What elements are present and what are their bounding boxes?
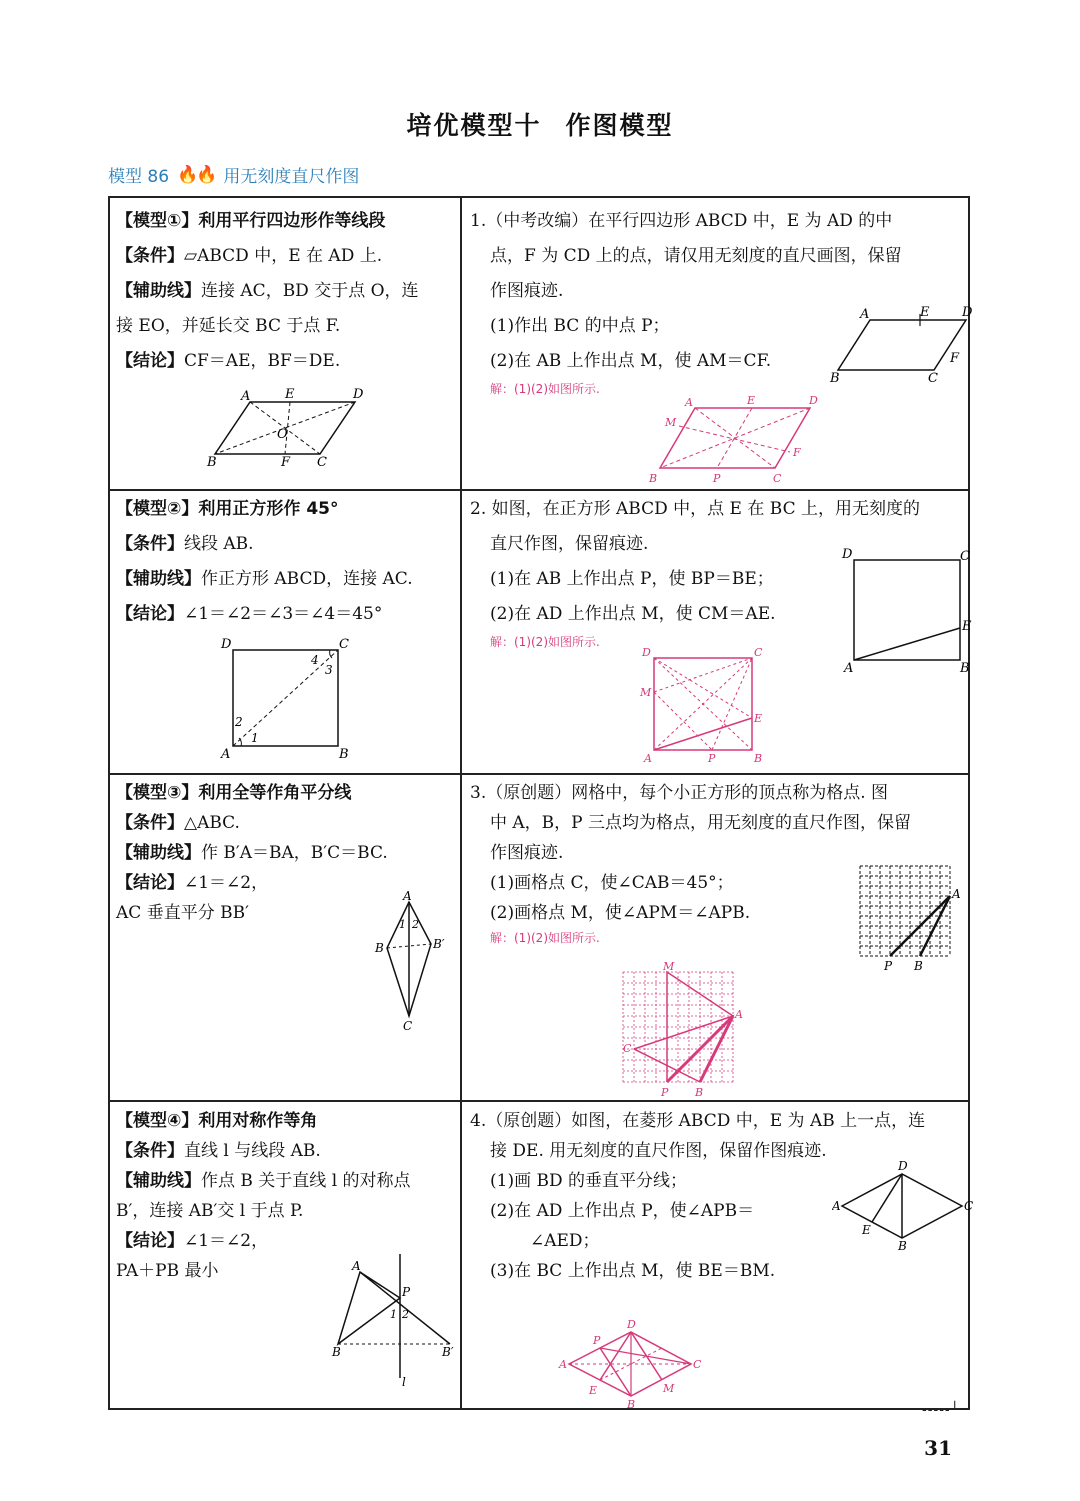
fig1q-label-B: B: [830, 371, 840, 384]
figure-model-4: [328, 1248, 463, 1393]
problem-line: (3)在 BC 上作出点 M，使 BE＝BM.: [490, 1261, 776, 1281]
model-line: PA＋PB 最小: [116, 1261, 219, 1281]
fig3-label-B: B: [375, 941, 384, 955]
page-title: [0, 106, 1080, 142]
fig1s-label-D: D: [809, 394, 818, 407]
fig4-label-P: P: [402, 1285, 411, 1299]
fig2s-label-C: C: [754, 646, 763, 659]
fig1-label-F: F: [281, 455, 291, 466]
problem-line: 4.（原创题）如图，在菱形 ABCD 中，E 为 AB 上一点，连: [470, 1111, 926, 1131]
solution-note: 解：(1)(2)如图所示.: [490, 635, 600, 649]
fig2-label-C: C: [339, 637, 349, 652]
fig4q-label-A: A: [832, 1199, 841, 1213]
fig2-angle-4: 4: [311, 653, 319, 667]
model-line: 【辅助线】作正方形 ABCD，连接 AC.: [116, 569, 413, 589]
fig1s-label-F: F: [793, 446, 801, 459]
fig2q-label-A: A: [844, 661, 854, 676]
figure-solution-2: [638, 644, 768, 764]
fig4q-label-E: E: [862, 1223, 871, 1237]
problem-line: (1)在 AB 上作出点 P，使 BP＝BE；: [490, 569, 774, 589]
fig4q-label-B: B: [898, 1239, 907, 1253]
problem-line: 作图痕迹.: [490, 281, 564, 301]
fig1-label-E: E: [285, 387, 295, 402]
fig3q-label-P: P: [884, 959, 893, 973]
fig3s-label-A: A: [735, 1008, 743, 1021]
model-cell-2: [116, 492, 456, 632]
fig4s-label-A: A: [559, 1358, 567, 1371]
fig2-label-B: B: [339, 747, 349, 760]
model-line: 【条件】△ABC.: [116, 813, 240, 833]
problem-line: 3.（原创题）网格中，每个小正方形的顶点称为格点. 图: [470, 783, 889, 803]
fig1s-label-B: B: [649, 472, 658, 485]
figure-solution-3: [605, 958, 750, 1103]
fig3-label-A: A: [403, 889, 412, 903]
model-line: 【条件】直线 l 与线段 AB.: [116, 1141, 321, 1161]
problem-line: 作图痕迹.: [490, 843, 564, 863]
problem-line: 中 A，B，P 三点均为格点，用无刻度的直尺作图，保留: [490, 813, 912, 833]
fig4-label-B: B: [332, 1345, 341, 1359]
fig1q-label-D: D: [962, 305, 973, 320]
model-line: 【模型②】利用正方形作 45°: [116, 499, 339, 519]
page-number: 31: [924, 1436, 952, 1460]
fig1q-label-F: F: [950, 351, 960, 366]
solution-note: 解：(1)(2)如图所示.: [490, 382, 600, 396]
fig4q-label-D: D: [898, 1160, 908, 1173]
row-divider: [110, 489, 968, 491]
fig1s-label-A: A: [685, 396, 693, 409]
fig2q-label-E: E: [962, 619, 972, 634]
fig3s-label-C: C: [623, 1042, 632, 1055]
problem-line: (1)画 BD 的垂直平分线；: [490, 1171, 688, 1191]
section-header: [108, 162, 359, 187]
fig3-angle-1: 1: [399, 918, 406, 931]
fig2s-label-M: M: [640, 686, 652, 699]
model-line: 【结论】CF＝AE，BF＝DE.: [116, 351, 341, 371]
problem-line: 2. 如图，在正方形 ABCD 中，点 E 在 BC 上，用无刻度的: [470, 499, 920, 519]
fig4s-label-P: P: [593, 1334, 601, 1347]
fig2s-label-D: D: [642, 646, 651, 659]
title-left: 培优模型十: [406, 111, 542, 140]
figure-model-3: [365, 888, 460, 1038]
figure-model-1: [205, 386, 365, 466]
figure-model-2: [215, 634, 350, 760]
model-line: B′，连接 AB′交 l 于点 P.: [116, 1201, 304, 1221]
figure-problem-1: [828, 304, 973, 384]
problem-line: 接 DE. 用无刻度的直尺作图，保留作图痕迹.: [490, 1141, 827, 1161]
fig4-angle-1: 1: [390, 1308, 397, 1321]
fig2-angle-1: 1: [251, 731, 259, 745]
flame-icon: 🔥🔥: [177, 164, 216, 185]
fig2s-label-E: E: [754, 712, 763, 725]
fig4s-label-E: E: [589, 1384, 598, 1397]
solution-note: 解：(1)(2)如图所示.: [490, 931, 600, 945]
problem-line: (2)在 AB 上作出点 M，使 AM＝CF.: [490, 351, 772, 371]
table-divider: [460, 198, 462, 1408]
fig2-angle-2: 2: [235, 715, 243, 729]
model-line: 【模型①】利用平行四边形作等线段: [116, 211, 386, 231]
fig1s-label-E: E: [747, 394, 756, 407]
corner-mark: -----┘: [922, 1402, 961, 1418]
fig3s-label-P: P: [661, 1086, 669, 1099]
model-line: 【辅助线】连接 AC，BD 交于点 O，连: [116, 281, 419, 301]
fig1-label-O: O: [277, 427, 288, 442]
model-line: 【结论】∠1＝∠2＝∠3＝∠4＝45°: [116, 604, 383, 624]
fig1s-label-M: M: [665, 416, 677, 429]
fig4s-label-B: B: [627, 1398, 636, 1408]
fig3s-label-B: B: [695, 1086, 704, 1099]
model-line: 接 EO，并延长交 BC 于点 F.: [116, 316, 341, 336]
fig4s-label-M: M: [663, 1382, 675, 1395]
section-label: 模型 86: [108, 167, 170, 187]
row-divider: [110, 1100, 968, 1102]
fig4s-label-D: D: [627, 1318, 636, 1331]
fig4-angle-2: 2: [402, 1308, 409, 1321]
problem-line: (1)作出 BC 的中点 P；: [490, 316, 670, 336]
fig2s-label-P: P: [708, 752, 716, 764]
problem-line: (2)画格点 M，使∠APM＝∠APB.: [490, 903, 751, 923]
fig3-label-C: C: [403, 1019, 413, 1033]
figure-problem-3: [854, 858, 969, 978]
problem-line: 1.（中考改编）在平行四边形 ABCD 中，E 为 AD 的中: [470, 211, 893, 231]
fig1-label-A: A: [241, 389, 251, 404]
model-table: [108, 196, 974, 1410]
section-topic: 用无刻度直尺作图: [223, 167, 360, 187]
model-line: 【条件】▱ABCD 中，E 在 AD 上.: [116, 246, 383, 266]
fig2q-label-C: C: [960, 549, 970, 564]
fig3q-label-B: B: [914, 959, 923, 973]
model-line: AC 垂直平分 BB′: [116, 903, 249, 923]
fig4q-label-C: C: [964, 1199, 974, 1213]
problem-line: (1)画格点 C，使∠CAB＝45°；: [490, 873, 734, 893]
fig2s-label-B: B: [754, 752, 763, 764]
problem-line: 直尺作图，保留痕迹.: [490, 534, 649, 554]
problem-line: (2)在 AD 上作出点 P，使∠APB＝: [490, 1201, 755, 1221]
fig2-angle-3: 3: [325, 663, 333, 677]
fig2-label-A: A: [221, 747, 231, 760]
problem-line: (2)在 AD 上作出点 M，使 CM＝AE.: [490, 604, 776, 624]
fig1s-label-P: P: [713, 472, 721, 485]
fig2q-label-B: B: [960, 661, 970, 676]
problem-line: 点，F 为 CD 上的点，请仅用无刻度的直尺画图，保留: [490, 246, 902, 266]
fig1-label-D: D: [353, 387, 364, 402]
fig1s-label-C: C: [773, 472, 782, 485]
problem-line: ∠AED；: [530, 1231, 600, 1251]
fig2s-label-A: A: [644, 752, 652, 764]
title-right: 作图模型: [565, 111, 674, 140]
model-line: 【辅助线】作点 B 关于直线 l 的对称点: [116, 1171, 411, 1191]
fig1q-label-C: C: [928, 371, 938, 384]
fig1q-label-A: A: [860, 307, 870, 322]
model-line: 【模型④】利用对称作等角: [116, 1111, 318, 1131]
row-divider: [110, 773, 968, 775]
model-cell-1: [116, 204, 456, 379]
figure-problem-2: [840, 546, 975, 676]
fig4-label-l: l: [402, 1375, 406, 1389]
fig2-label-D: D: [221, 637, 232, 652]
fig1q-label-E: E: [920, 305, 930, 320]
fig3s-label-M: M: [663, 960, 675, 973]
model-line: 【辅助线】作 B′A＝BA，B′C＝BC.: [116, 843, 388, 863]
fig2q-label-D: D: [842, 547, 853, 562]
model-line: 【结论】∠1＝∠2，: [116, 1231, 269, 1251]
figure-solution-4: [555, 1316, 710, 1408]
fig4-label-A: A: [352, 1259, 361, 1273]
fig4s-label-C: C: [693, 1358, 702, 1371]
fig1-label-C: C: [317, 455, 327, 466]
fig3q-label-A: A: [952, 887, 961, 901]
model-line: 【结论】∠1＝∠2，: [116, 873, 269, 893]
fig1-label-B: B: [207, 455, 217, 466]
figure-problem-4: [832, 1160, 974, 1255]
fig3-label-Bprime: B′: [433, 937, 445, 951]
model-line: 【模型③】利用全等作角平分线: [116, 783, 352, 803]
fig3-angle-2: 2: [412, 918, 419, 931]
model-line: 【条件】线段 AB.: [116, 534, 254, 554]
figure-solution-1: [635, 394, 825, 486]
fig4-label-Bprime: B′: [442, 1345, 454, 1359]
